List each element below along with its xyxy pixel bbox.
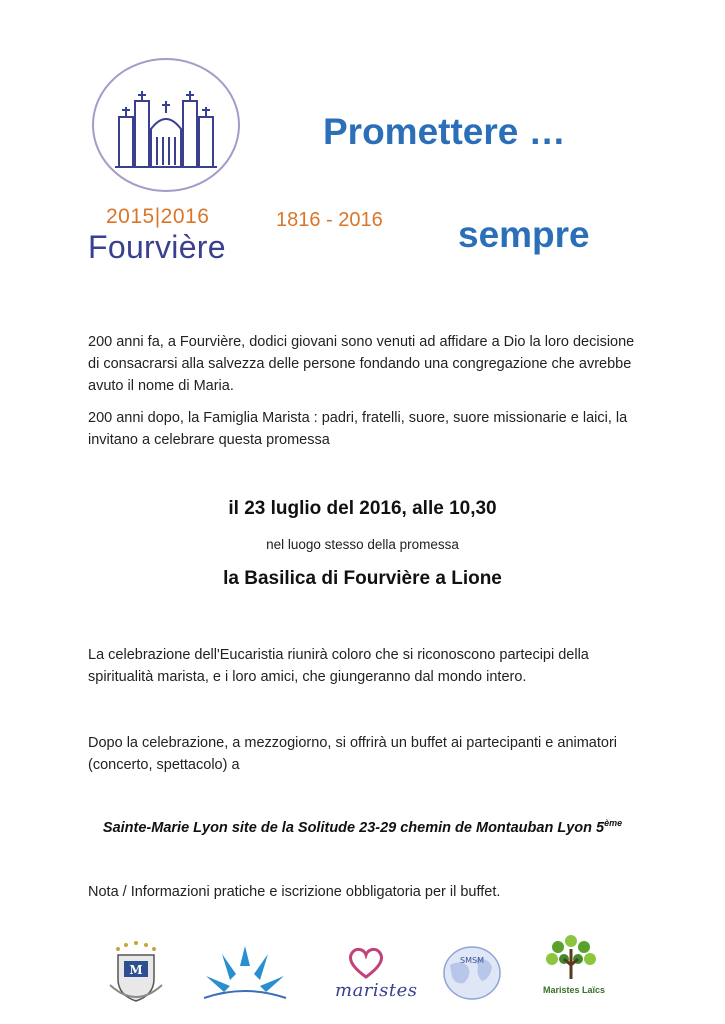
logo-word: Fourvière [88, 229, 226, 265]
celebration-paragraph: La celebrazione dell'Eucaristia riunirà coloro che si riconoscono partecipi della spiritualità marista, e i loro amici, che giungeranno dal mondo intero. [88, 647, 589, 685]
practical-note: Nota / Informazioni pratiche e iscrizione obbligatoria per il buffet. [88, 884, 501, 900]
buffet-paragraph: Dopo la celebrazione, a mezzogiorno, si offrirà un buffet ai partecipanti e animatori (concerto, spettacolo) a [88, 735, 618, 773]
svg-text:M: M [129, 963, 143, 977]
intro-paragraph-2: 200 anni dopo, la Famiglia Marista : padri, fratelli, suore, suore missionarie e laici, la invitano a celebrare questa promessa [88, 410, 628, 448]
event-date: il 23 luglio del 2016, alle 10,30 [228, 498, 497, 519]
maristes-logo-word: maristes [335, 980, 418, 1001]
page-title: Promettere … [323, 111, 566, 152]
fourviere-logo-icon [91, 57, 241, 193]
event-place: la Basilica di Fourvière a Lione [223, 568, 502, 589]
event-place-intro: nel luogo stesso della promessa [266, 537, 459, 552]
maristes-laics-word: Maristes Laïcs [543, 985, 606, 995]
buffet-address [0, 818, 725, 836]
anniversary-dates: 1816 - 2016 [276, 209, 383, 231]
address-text: Sainte-Marie Lyon site de la Solitude 23-29 chemin de Montauban Lyon 5 [102, 819, 605, 836]
address-superscript: ème [604, 818, 623, 828]
tree-icon [540, 929, 602, 990]
globe-icon [442, 945, 502, 1006]
hands-icon [200, 940, 290, 1009]
svg-text:SMSM: SMSM [460, 956, 484, 965]
crest-icon [106, 935, 166, 1010]
page-title-continued: sempre [458, 214, 590, 255]
logo-years: 2015|2016 [106, 205, 210, 228]
intro-paragraph-1: 200 anni fa, a Fourvière, dodici giovani sono venuti ad affidare a Dio la loro decisione di consacrarsi alla salvezza delle persone fondando una congregazione che avrebbe avuto il nome di Maria. [88, 334, 635, 394]
heart-icon [348, 945, 384, 984]
